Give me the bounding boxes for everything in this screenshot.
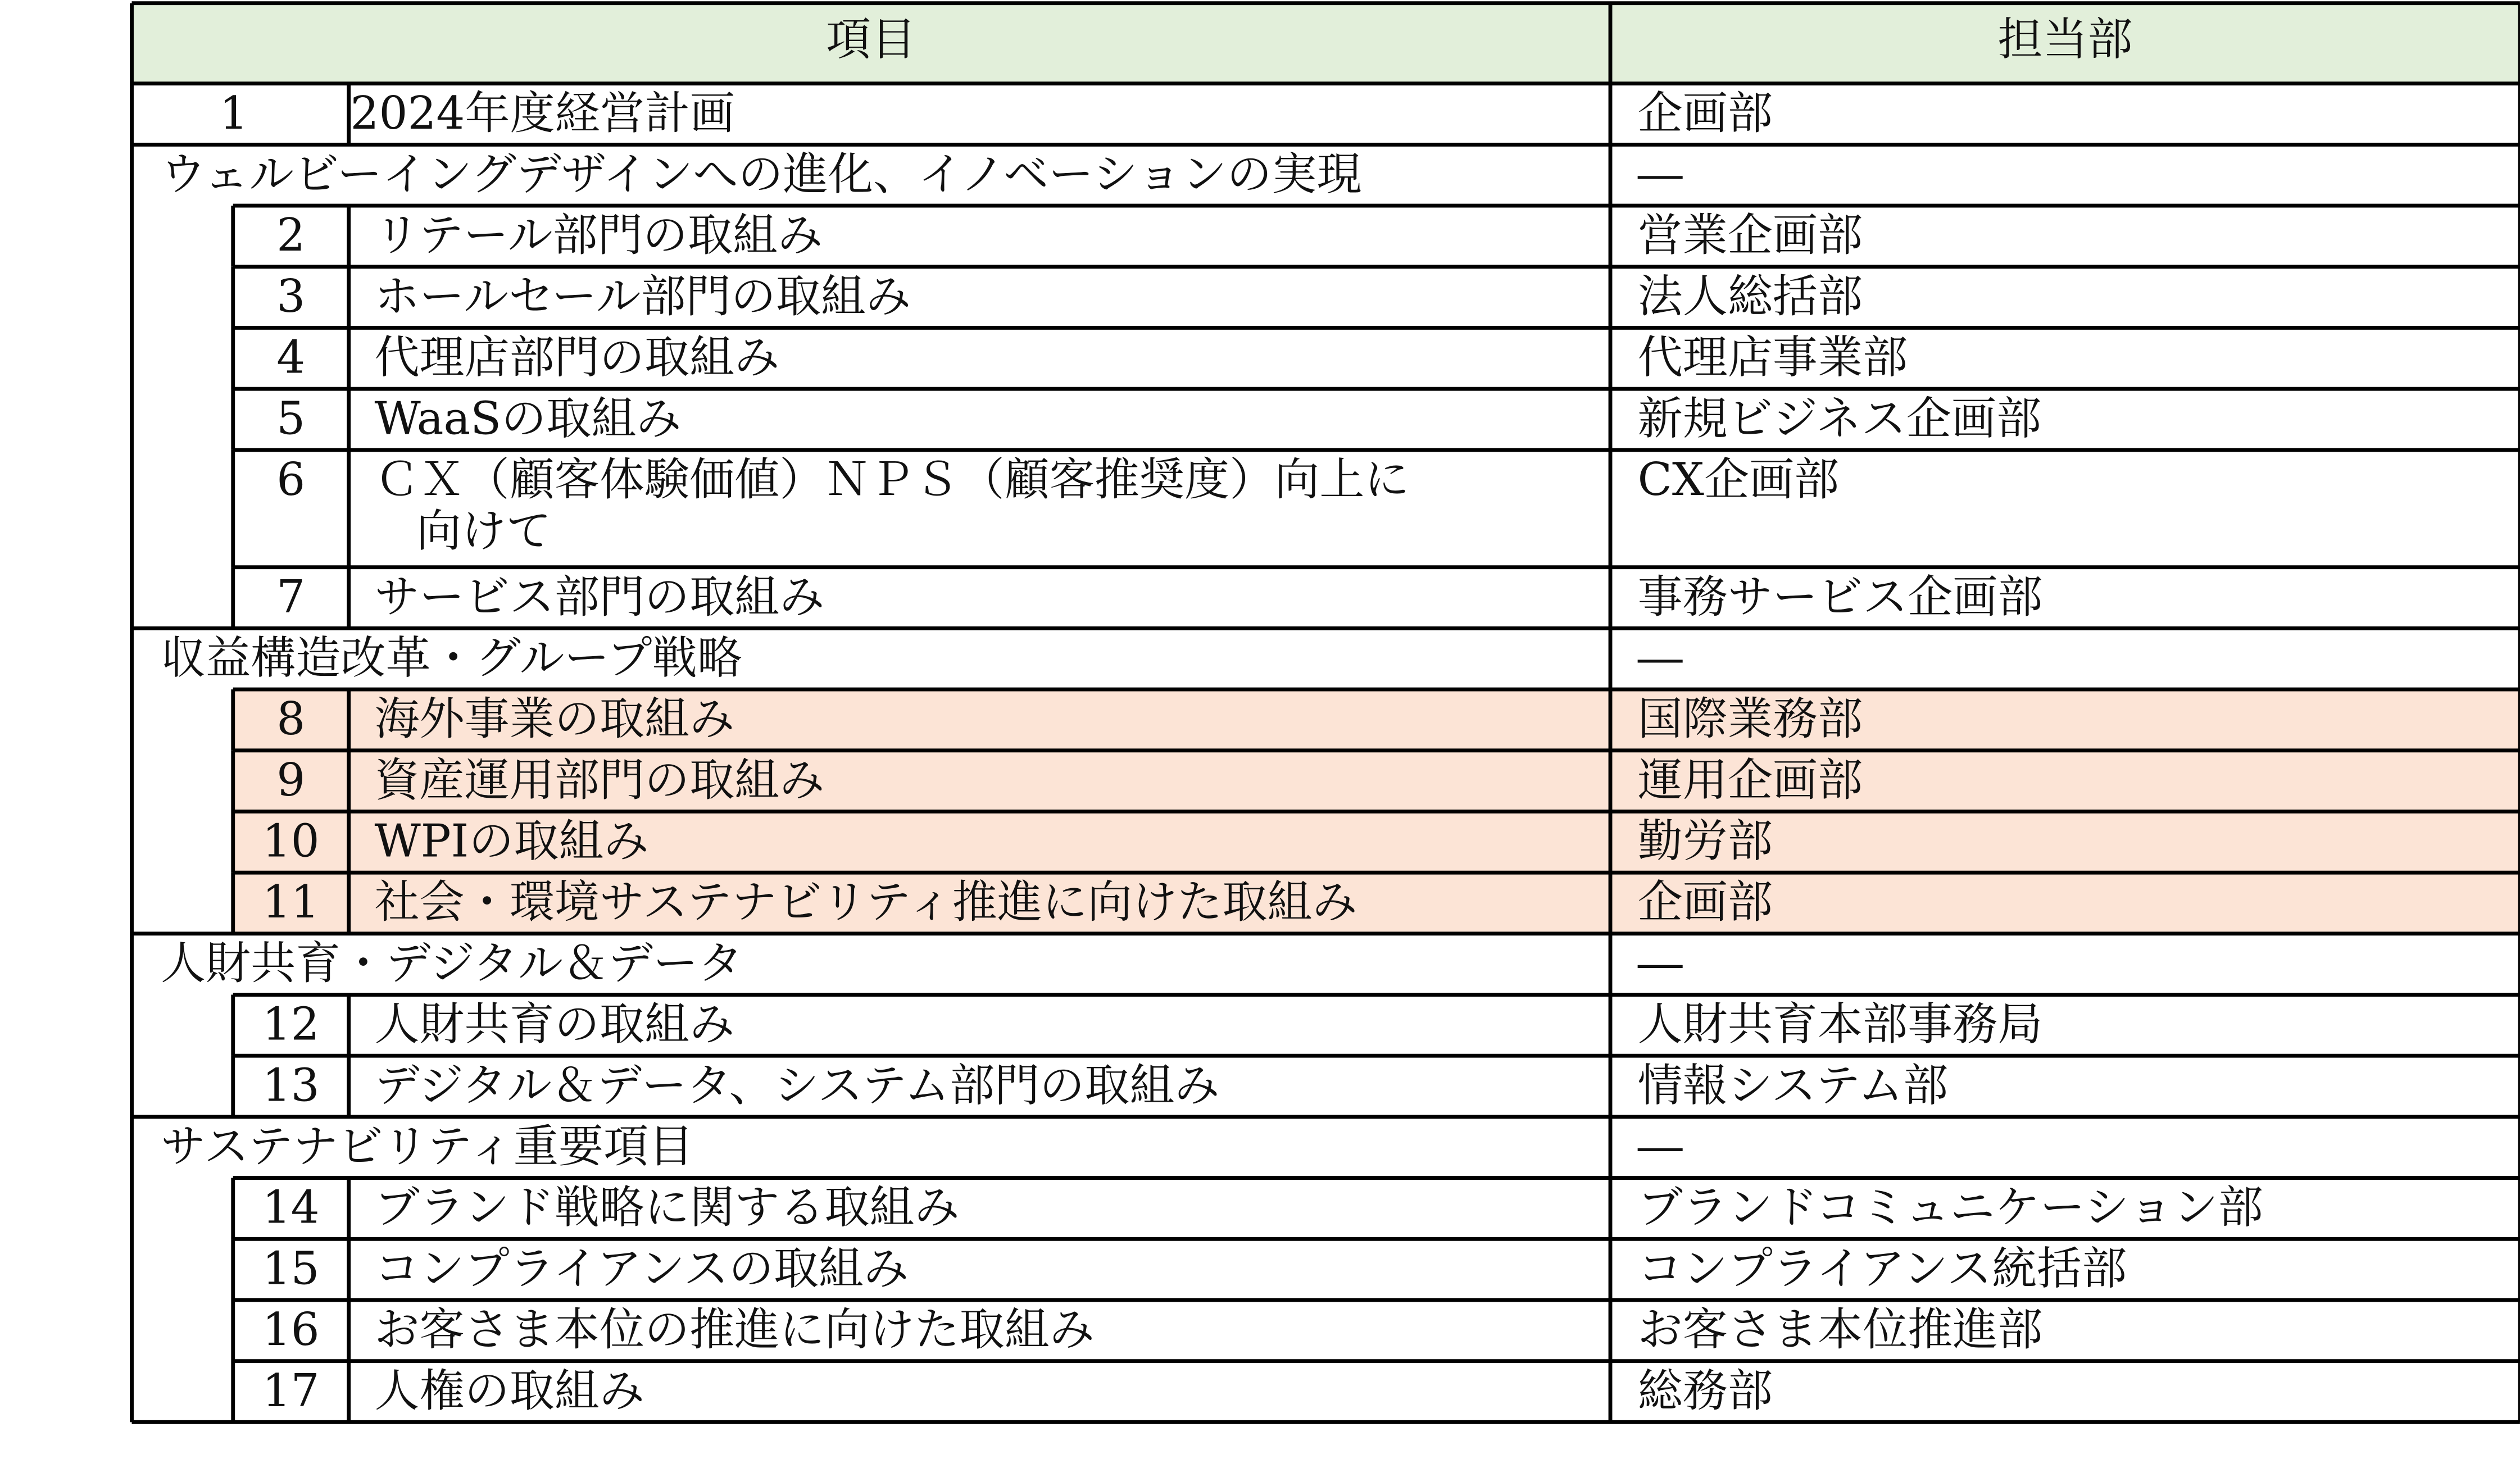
row-number: 14 [262,1181,320,1234]
row-item: サービス部門の取組み [374,570,825,624]
row-item: ホールセール部門の取組み [374,270,911,323]
section-title: 人財共育・デジタル＆データ [161,937,743,990]
row-dept: 勤労部 [1637,815,1773,868]
row-dept: コンプライアンス統括部 [1637,1242,2127,1296]
row-number: 5 [276,392,306,446]
row-item: WaaSの取組み [374,392,682,446]
section-title: 収益構造改革・グループ戦略 [161,631,742,685]
row-number: 10 [262,815,320,868]
row-number: 7 [276,570,306,624]
section-title: ウェルビーイングデザインへの進化、イノベーションの実現 [161,148,1362,201]
row-dept: 事務サービス企画部 [1637,570,2043,624]
row-number: 11 [262,875,320,929]
row-number: 6 [276,453,306,506]
section-dept: ― [1637,631,1683,685]
row-number: 1 [219,87,248,140]
section-title: サステナビリティ重要項目 [161,1120,694,1174]
row-dept: 代理店事業部 [1637,331,1908,384]
header-dept-label: 担当部 [1997,12,2133,66]
row-dept: 法人総括部 [1637,270,1863,323]
row-item: 人権の取組み [374,1364,645,1417]
row-number: 16 [262,1303,320,1357]
row-dept: 運用企画部 [1637,753,1863,807]
row-item: 人財共育の取組み [374,998,735,1051]
row-item: ブランド戦略に関する取組み [374,1181,960,1234]
row-item: WPIの取組み [374,815,649,868]
row-item: お客さま本位の推進に向けた取組み [374,1303,1095,1357]
row-number: 2 [276,208,306,262]
row-number: 17 [262,1364,320,1417]
row-item: 2024年度経営計画 [350,87,735,140]
row-item: 代理店部門の取組み [374,331,780,384]
row-item: 海外事業の取組み [374,692,735,746]
row-number: 3 [276,270,306,323]
row-number: 9 [276,753,306,807]
row-number: 12 [262,998,320,1051]
row-item: 社会・環境サステナビリティ推進に向けた取組み [374,875,1357,929]
row-item-continued: 向けて [416,505,552,558]
row-dept: 企画部 [1637,875,1773,929]
row-dept: 国際業務部 [1637,692,1863,746]
header-item-label: 項目 [826,12,916,66]
row-number: 8 [276,692,306,746]
row-number: 4 [276,331,306,384]
row-number: 15 [262,1242,320,1296]
section-dept: ― [1637,937,1683,990]
row-dept: 情報システム部 [1637,1058,1949,1112]
row-item: 資産運用部門の取組み [374,753,825,807]
row-dept: 企画部 [1637,87,1773,140]
row-dept: 新規ビジネス企画部 [1637,392,2042,446]
row-dept: ブランドコミュニケーション部 [1637,1181,2263,1234]
row-item: ＣＸ（顧客体験価値）ＮＰＳ（顧客推奨度）向上に [374,453,1410,506]
row-dept: 総務部 [1637,1364,1773,1417]
row-dept: 営業企画部 [1637,208,1863,262]
row-item: コンプライアンスの取組み [374,1242,909,1296]
section-dept: ― [1637,148,1683,201]
row-number: 13 [262,1058,320,1112]
row-dept: CX企画部 [1637,453,1840,506]
row-item: リテール部門の取組み [374,208,823,262]
section-dept: ― [1637,1120,1683,1174]
row-item: デジタル＆データ、システム部門の取組み [374,1058,1220,1112]
row-dept: 人財共育本部事務局 [1637,998,2043,1051]
row-dept: お客さま本位推進部 [1637,1303,2043,1357]
